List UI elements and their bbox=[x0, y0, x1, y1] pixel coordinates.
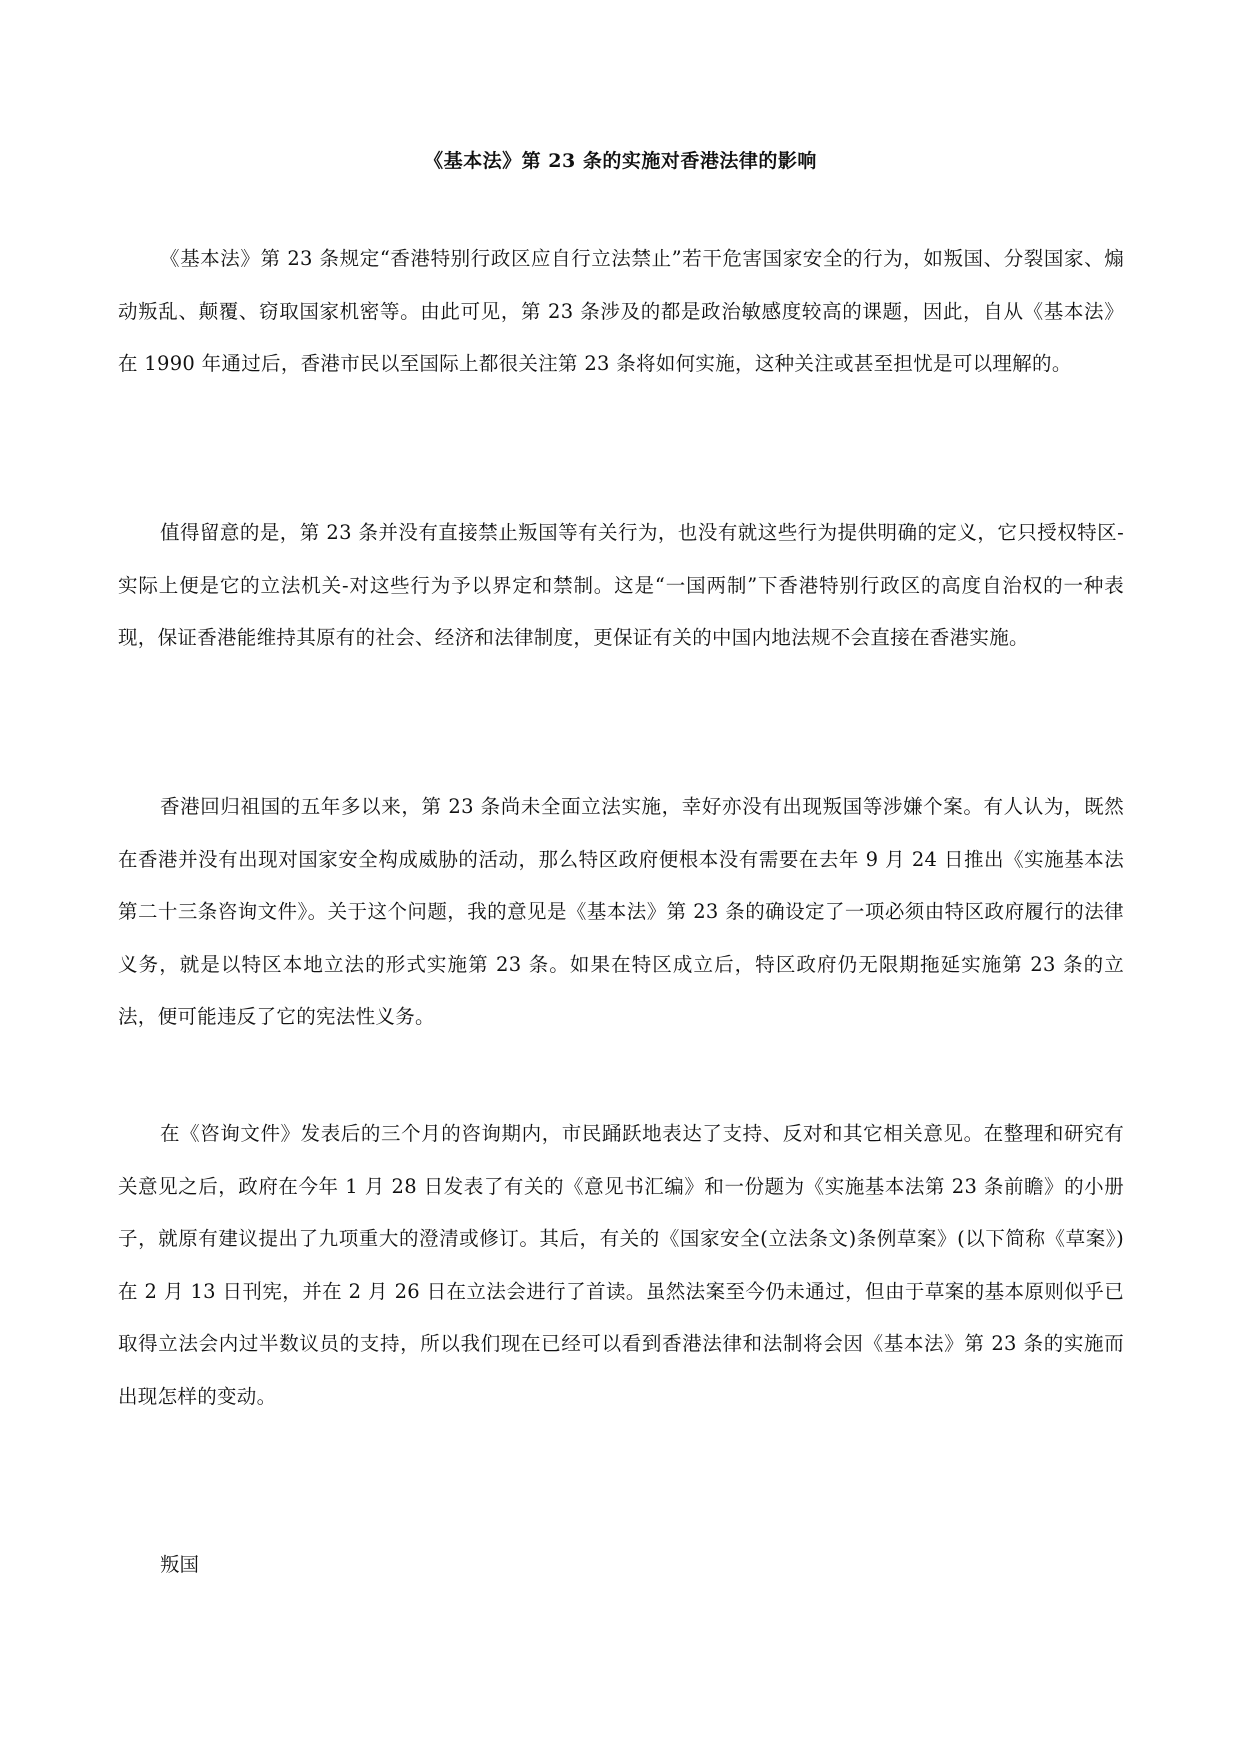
paragraph-legal-obligation: 香港回归祖国的五年多以来，第 23 条尚未全面立法实施，幸好亦没有出现叛国等涉嫌个案。有人认为，既然在香港并没有出现对国家安全构成威胁的活动，那么特区政府便根本没有需要在去年 9 月 24 日推出《实施基本法第二十三条咨询文件》。关于这个问题，我的意见是《基本法》第 23 条的确设定了一项必须由特区政府履行的法律义务，就是以特区本地立法的形式实施第 23 条。如果在特区成立后，特区政府仍无限期拖延实施第 23 条的立法，便可能违反了它的宪法性义务。 bbox=[118, 795, 1124, 1029]
paragraph-authorization: 值得留意的是，第 23 条并没有直接禁止叛国等有关行为，也没有就这些行为提供明确的定义，它只授权特区-实际上便是它的立法机关-对这些行为予以界定和禁制。这是“一国两制”下香港特别行政区的高度自治权的一种表现，保证香港能维持其原有的社会、经济和法律制度，更保证有关的中国内地法规不会直接在香港实施。 bbox=[118, 521, 1124, 650]
document-title: 《基本法》第 23 条的实施对香港法律的影响 bbox=[424, 150, 817, 172]
section-heading-treason: 叛国 bbox=[160, 1553, 200, 1576]
paragraph-intro: 《基本法》第 23 条规定“香港特别行政区应自行立法禁止”若干危害国家安全的行为，如叛国、分裂国家、煽动叛乱、颠覆、窃取国家机密等。由此可见，第 23 条涉及的都是政治敏感度较高的课题，因此，自从《基本法》在 1990 年通过后，香港市民以至国际上都很关注第 23 条将如何实施，这种关注或甚至担忧是可以理解的。 bbox=[118, 247, 1124, 376]
paragraph-consultation: 在《咨询文件》发表后的三个月的咨询期内，市民踊跃地表达了支持、反对和其它相关意见。在整理和研究有关意见之后，政府在今年 1 月 28 日发表了有关的《意见书汇编》和一份题为《实施基本法第 23 条前瞻》的小册子，就原有建议提出了九项重大的澄清或修订。其后，有关的《国家安全(立法条文)条例草案》(以下简称《草案》)在 2 月 13 日刊宪，并在 2 月 26 日在立法会进行了首读。虽然法案至今仍未通过，但由于草案的基本原则似乎已取得立法会内过半数议员的支持，所以我们现在已经可以看到香港法律和法制将会因《基本法》第 23 条的实施而出现怎样的变动。 bbox=[118, 1122, 1124, 1408]
